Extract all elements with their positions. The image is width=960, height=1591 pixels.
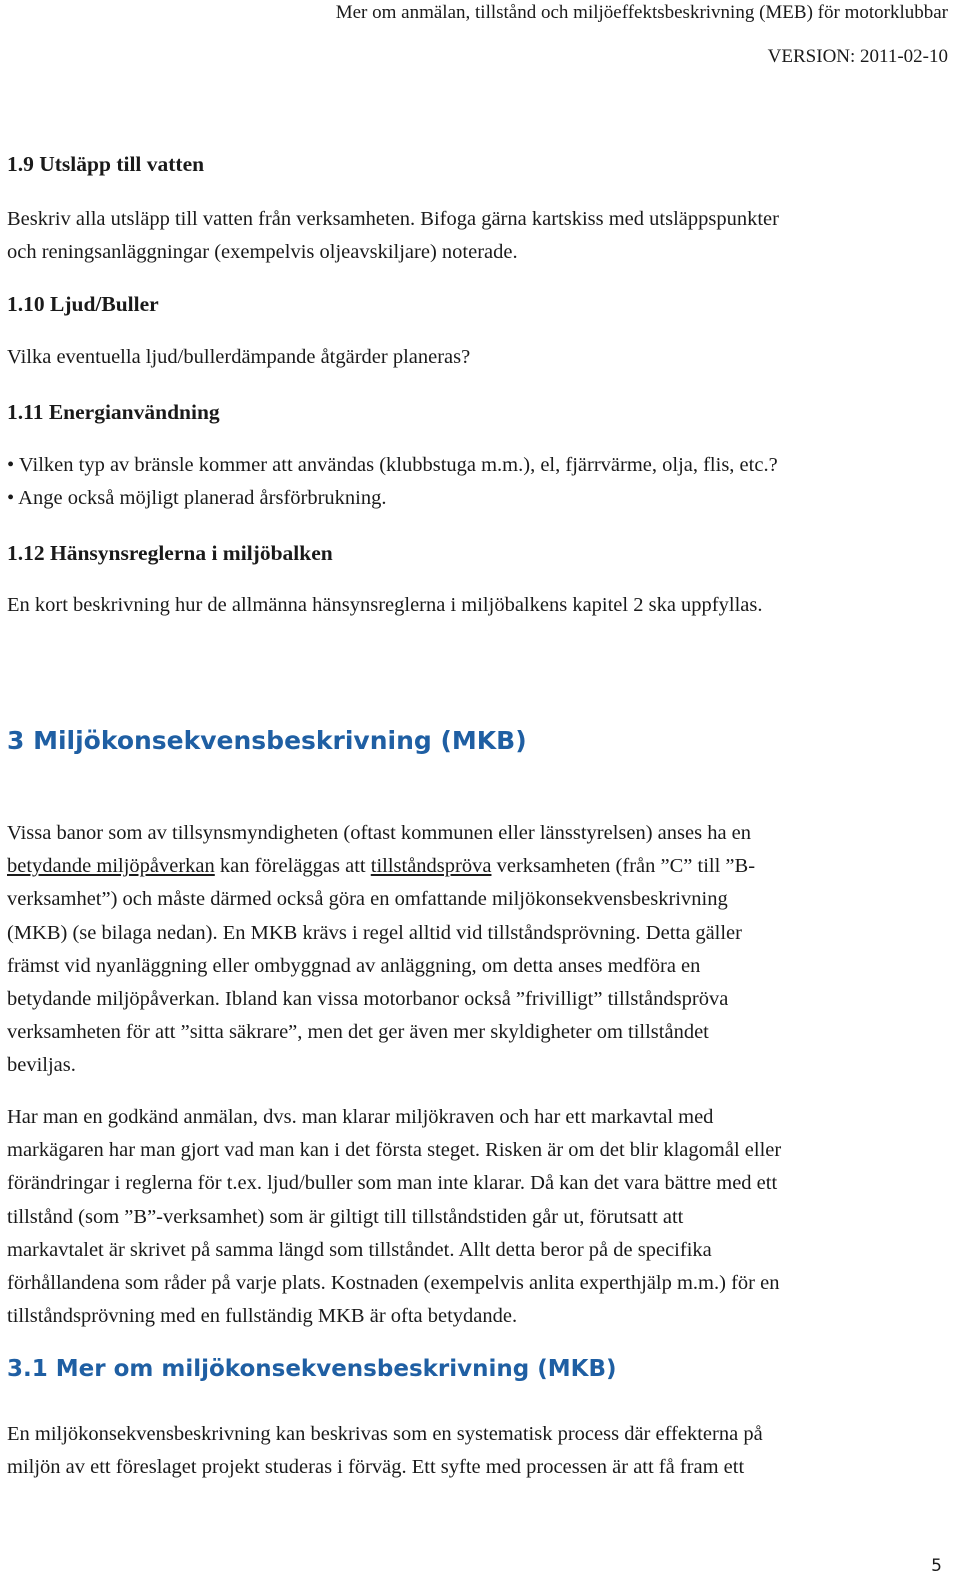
- text-line: [7, 850, 755, 883]
- section-1-12-heading: 1.12 Hänsynsreglerna i miljöbalken: [7, 541, 333, 565]
- text-fragment: kan föreläggas att: [214, 855, 371, 878]
- text-line: beviljas.: [7, 1054, 76, 1077]
- text-line: betydande miljöpåverkan. Ibland kan vissa motorbanor också ”frivilligt” tillståndspröva: [7, 988, 729, 1011]
- text-line: En miljökonsekvensbeskrivning kan beskrivas som en systematisk process där effekterna på: [7, 1423, 763, 1445]
- text-line: (MKB) (se bilaga nedan). En MKB krävs i regel alltid vid tillståndsprövning. Detta gäller: [7, 921, 742, 944]
- section-3-paragraph-2: [7, 1101, 781, 1333]
- text-line: markägaren har man gjort vad man kan i det första steget. Risken är om det blir klagomål eller: [7, 1139, 782, 1162]
- text-line: Beskriv alla utsläpp till vatten från verksamheten. Bifoga gärna kartskiss med utsläppspunkter: [7, 208, 779, 230]
- section-3-paragraph-1: [7, 817, 755, 1083]
- text-line: markavtalet är skrivet på samma längd som tillståndet. Allt detta beror på de specifika: [7, 1238, 712, 1261]
- text-line: förändringar i reglerna för t.ex. ljud/buller som man inte klarar. Då kan det vara bättre med ett: [7, 1172, 778, 1195]
- running-header-title: Mer om anmälan, tillstånd och miljöeffektsbeskrivning (MEB) för motorklubbar: [335, 2, 948, 23]
- text-line: Vissa banor som av tillsynsmyndigheten (oftast kommunen eller länsstyrelsen) anses ha en: [7, 822, 752, 844]
- text-line: verksamhet”) och måste därmed också göra en omfattande miljökonsekvensbeskrivning: [7, 888, 728, 911]
- text-fragment: verksamheten (från ”C” till ”B-: [491, 855, 756, 878]
- section-3-heading: 3 Miljökonsekvensbeskrivning (MKB): [7, 726, 527, 755]
- section-1-9-body: [7, 203, 779, 269]
- text-line: miljön av ett föreslaget projekt studeras i förväg. Ett syfte med processen är att få fram ett: [7, 1456, 745, 1479]
- section-3-1-heading: 3.1 Mer om miljökonsekvensbeskrivning (MKB): [7, 1356, 617, 1382]
- section-1-10-heading: 1.10 Ljud/Buller: [7, 292, 159, 316]
- text-line: Har man en godkänd anmälan, dvs. man klarar miljökraven och har ett markavtal med: [7, 1106, 714, 1128]
- section-1-9-heading: 1.9 Utsläpp till vatten: [7, 152, 205, 176]
- text-line: verksamheten för att ”sitta säkrare”, men det ger även mer skyldigheter om tillståndet: [7, 1021, 709, 1044]
- bullet-item: • Vilken typ av bränsle kommer att användas (klubbstuga m.m.), el, fjärrvärme, olja, flis, etc.?: [7, 454, 778, 476]
- text-line: förhållandena som råder på varje plats. Kostnaden (exempelvis anlita experthjälp m.m.) för en: [7, 1272, 780, 1295]
- section-1-10-body: Vilka eventuella ljud/bullerdämpande åtgärder planeras?: [7, 346, 471, 368]
- page-number: 5: [931, 1556, 942, 1576]
- link-tillstandsprova[interactable]: tillståndspröva: [370, 855, 492, 878]
- text-line: tillståndsprövning med en fullständig MKB är ofta betydande.: [7, 1305, 518, 1328]
- text-line: tillstånd (som ”B”-verksamhet) som är giltigt till tillståndstiden går ut, förutsatt att: [7, 1205, 684, 1228]
- section-1-12-body: En kort beskrivning hur de allmänna hänsynsreglerna i miljöbalkens kapitel 2 ska uppfyllas.: [7, 594, 763, 616]
- text-line: och reningsanläggningar (exempelvis oljeavskiljare) noterade.: [7, 241, 518, 263]
- link-betydande-miljopaverkan[interactable]: betydande miljöpåverkan: [7, 855, 215, 878]
- bullet-item: • Ange också möjligt planerad årsförbrukning.: [7, 487, 387, 509]
- section-1-11-heading: 1.11 Energianvändning: [7, 400, 220, 424]
- section-3-1-body: [7, 1418, 763, 1484]
- running-header-version: VERSION: 2011-02-10: [767, 46, 948, 67]
- text-line: främst vid nyanläggning eller ombyggnad av anläggning, om detta anses medföra en: [7, 954, 701, 977]
